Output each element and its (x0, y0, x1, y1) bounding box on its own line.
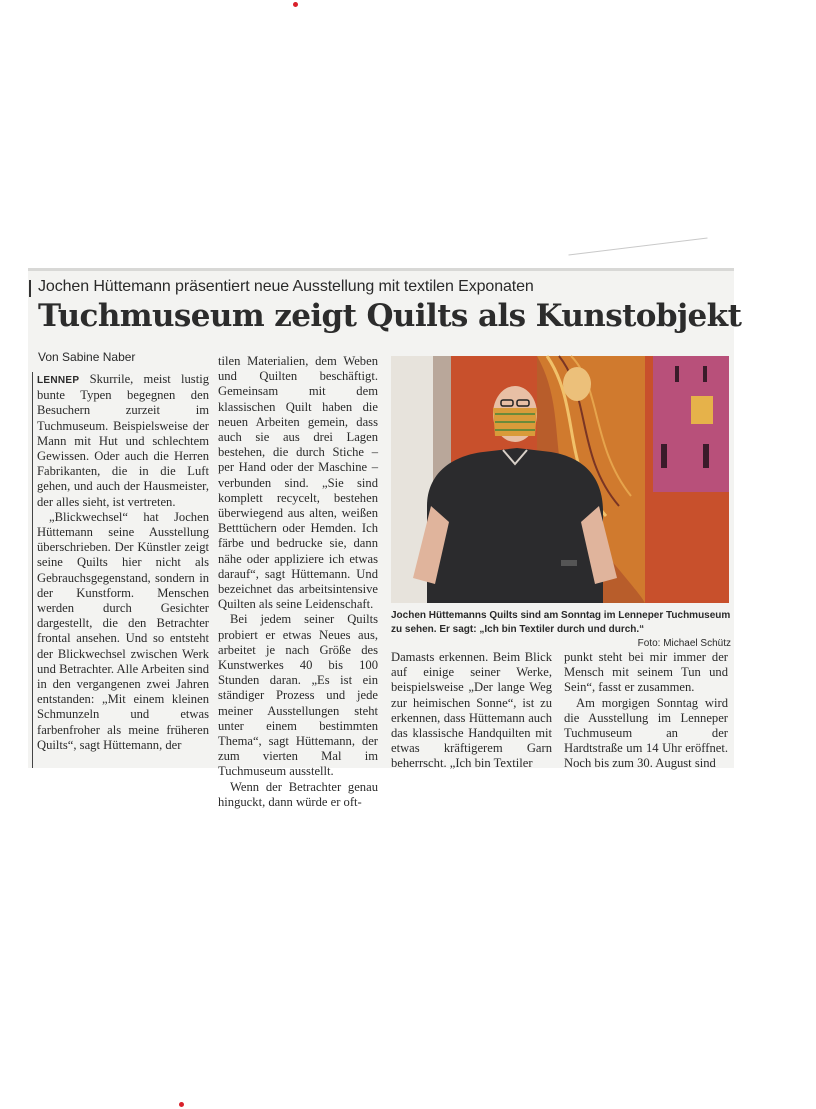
photo-caption (391, 609, 731, 651)
text-column-2 (218, 354, 378, 809)
text-column-4 (564, 650, 728, 771)
paragraph: Am morgigen Sonntag wird die Ausstellung im Lenneper Tuchmuseum an der Hardtstraße um 14 Uhr eröffnet. Noch bis zum 30. August sind (564, 695, 728, 771)
text-column-3 (391, 650, 552, 771)
article-byline: Von Sabine Naber (38, 350, 136, 364)
photo-credit: Foto: Michael Schütz (637, 638, 731, 649)
scan-smudge (568, 237, 707, 255)
paragraph: tilen Materialien, dem Weben und Quilten beschäftigt. Gemeinsam mit dem klassischen Quilt haben die neuen Arbeiten gemein, dass auch sie aus drei Lagen bestehen, die durch Stiche – per Hand oder der Maschine – verbunden sind. „Sie sind komplett recycelt, bestehen überwiegend aus alten, weißen Betttüchern oder Hemden. Ich färbe und bedrucke sie, dann nähe oder appliziere ich etwas darauf“, sagt Hüttemann. Und bezeichnet das arbeitsintensive Quilten als seine Leidenschaft. (218, 354, 378, 612)
paragraph: Bei jedem seiner Quilts probiert er etwas Neues aus, arbeitet je nach Größe des Kunstwerkes 40 bis 100 Stunden daran. „Es ist ein ständiger Prozess und jede meiner Ausstellungen steht unter einem bestimmten Thema“, sagt Hüttemann, der zum vierten Mal im Tuchmuseum ausstellt. (218, 612, 378, 779)
red-dot-top (293, 2, 298, 7)
text-column-1 (32, 372, 209, 768)
dateline: LENNEP (37, 375, 80, 386)
red-dot-bottom (179, 1102, 184, 1107)
paragraph: „Blickwechsel“ hat Jochen Hüttemann seine Ausstellung überschrieben. Der Künstler zeigt seine Quilts hier nicht als Gebrauchsgegenstand, sondern in der Kunstform. Menschen werden durch Gesichter dargestellt, die den Betrachter frontal ansehen. Und so entsteht der Blickwechsel zwischen Werk und Betrachter. Alle Arbeiten sind in den vergangenen zwei Jahren entstanden: „Mit einem kleinen Schmunzeln und etwas farbenfroher als meine früheren Quilts“, sagt Hüttemann, der (37, 509, 209, 752)
article-kicker: Jochen Hüttemann präsentiert neue Ausstellung mit textilen Exponaten (38, 278, 534, 295)
caption-text: Jochen Hüttemanns Quilts sind am Sonntag im Lenneper Tuchmuseum zu sehen. Er sagt: „Ich bin Textiler durch und durch.“ (391, 610, 731, 635)
article-photo (391, 356, 729, 603)
article-headline: Tuchmuseum zeigt Quilts als Kunstobjekt (38, 298, 742, 334)
top-rule (28, 268, 734, 271)
paragraph: Wenn der Betrachter genau hinguckt, dann würde er oft- (218, 779, 378, 809)
paragraph: Damasts erkennen. Beim Blick auf einige seiner Werke, beispielsweise „Der lange Weg zur heimischen Sonne“, ist zu erkennen, dass Hüttemann auch das klassische Handquilten mit etwas kräftigerem Garn beherrscht. „Ich bin Textiler (391, 650, 552, 771)
paragraph: LENNEP Skurrile, meist lustig bunte Typen begegnen den Besuchern zurzeit im Tuchmuseum. Beispielsweise der Mann mit Hut und schlechtem Gewissen. Oder auch die Herren Fabrikanten, die in die Luft gehen, und auch der Hausmeister, der alles sieht, ist vertreten. (37, 372, 210, 509)
photo-artist-with-quilts (391, 356, 729, 603)
paragraph: punkt steht bei mir immer der Mensch mit seinem Tun und Sein“, fasst er zusammen. (564, 650, 728, 695)
kicker-bar (29, 280, 31, 297)
newspaper-clipping (28, 268, 742, 809)
